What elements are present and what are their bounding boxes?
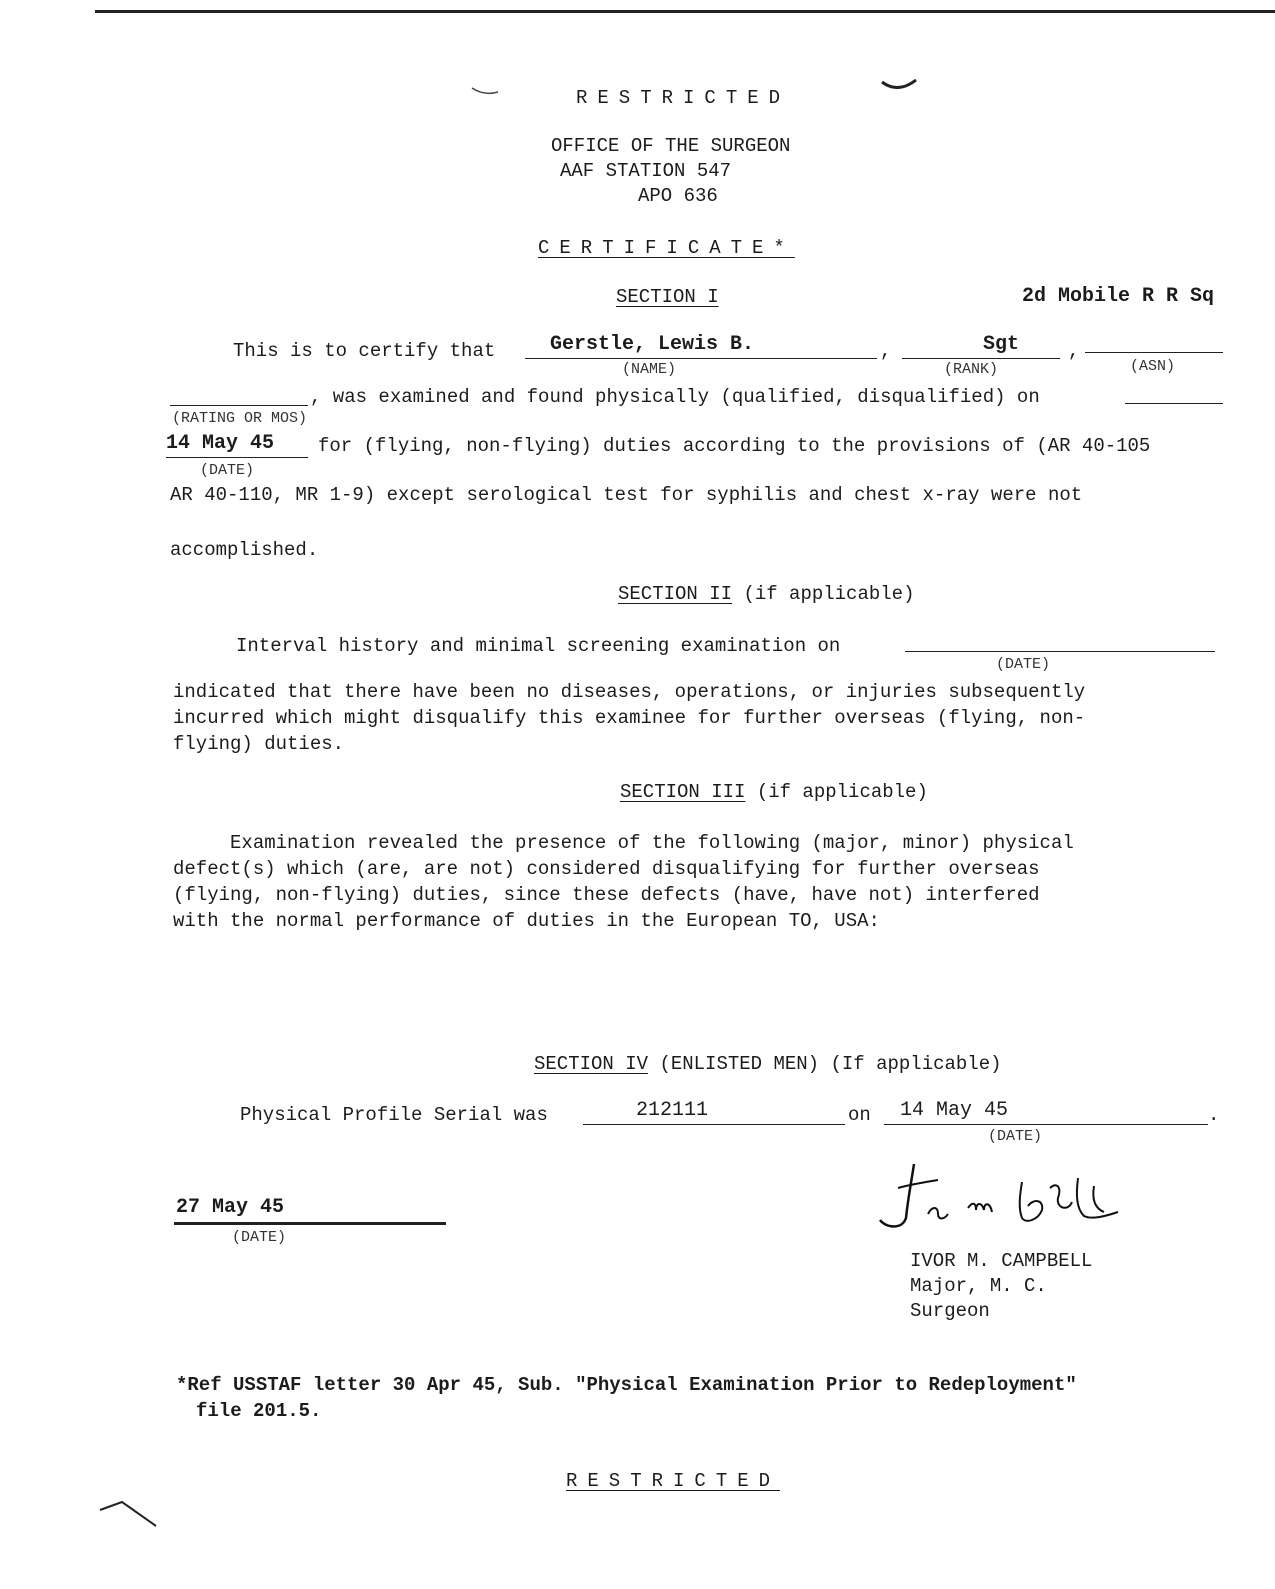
section-3-header xyxy=(620,780,928,804)
section-4-applicable: (If applicable) xyxy=(830,1053,1002,1075)
comma-2: , xyxy=(1068,340,1080,362)
accomplished-line: accomplished. xyxy=(170,539,319,561)
name-line xyxy=(525,358,877,359)
section-2-header xyxy=(618,582,914,606)
rank-value: Sgt xyxy=(983,333,1020,356)
name-caption: (NAME) xyxy=(622,361,677,378)
on-line xyxy=(1125,403,1223,404)
exam-date-value: 14 May 45 xyxy=(166,432,275,455)
comma-1: , xyxy=(880,340,892,362)
signer-title: Surgeon xyxy=(910,1300,990,1322)
signed-date-value: 27 May 45 xyxy=(176,1196,285,1219)
interval-history-line: Interval history and minimal screening examination on xyxy=(236,635,841,657)
section-2-body: indicated that there have been no diseases, operations, or injuries subsequently incurred which might disqualify this examinee for further overseas (flying, non- flying) duties. xyxy=(173,681,1086,755)
profile-date-line xyxy=(884,1124,1208,1125)
profile-on-label: on xyxy=(848,1104,871,1126)
scan-mark-top-left xyxy=(470,86,500,98)
provisions-line: for (flying, non-flying) duties according to the provisions of (AR 40-105 xyxy=(318,435,1151,457)
name-value: Gerstle, Lewis B. xyxy=(550,333,755,356)
signer-rank: Major, M. C. xyxy=(910,1275,1047,1297)
certificate-title: CERTIFICATE* xyxy=(538,237,795,259)
examined-line: , was examined and found physically (qualified, disqualified) on xyxy=(310,386,1040,408)
section-2-heading: SECTION II xyxy=(618,583,733,605)
section-1-heading: SECTION I xyxy=(616,286,719,308)
apo-line: APO 636 xyxy=(638,185,718,207)
restricted-top: RESTRICTED xyxy=(576,87,791,109)
interval-date-caption: (DATE) xyxy=(996,656,1051,673)
unit-designation: 2d Mobile R R Sq xyxy=(1022,285,1215,308)
handwritten-signature xyxy=(872,1158,1132,1238)
exam-date-line xyxy=(166,457,308,458)
rating-caption: (RATING OR MOS) xyxy=(172,410,308,427)
profile-date-value: 14 May 45 xyxy=(900,1099,1009,1122)
asn-line xyxy=(1085,352,1223,353)
rating-line xyxy=(170,405,308,406)
serial-line xyxy=(583,1124,845,1125)
rank-caption: (RANK) xyxy=(944,361,999,378)
station-line: AAF STATION 547 xyxy=(560,160,732,182)
scan-mark-top-right xyxy=(880,78,920,94)
interval-date-line xyxy=(905,651,1215,652)
footnote-line-2: file 201.5. xyxy=(196,1400,322,1422)
footnote-line-1: *Ref USSTAF letter 30 Apr 45, Sub. "Physical Examination Prior to Redeployment" xyxy=(176,1374,1077,1396)
section-3-body: Examination revealed the presence of the following (major, minor) physical defect(s) which (are, are not) considered disqualifying for further overseas (flying, non-flying) duties, since these defects (have, have not) interfered with the normal performance of duties in the European TO, USA: xyxy=(173,832,1074,932)
signer-name: IVOR M. CAMPBELL xyxy=(910,1250,1093,1272)
certify-intro: This is to certify that xyxy=(233,340,496,362)
section-4-heading: SECTION IV xyxy=(534,1053,649,1075)
section-4-enlisted: (ENLISTED MEN) xyxy=(659,1053,820,1075)
profile-serial-label: Physical Profile Serial was xyxy=(240,1104,548,1126)
signed-date-caption: (DATE) xyxy=(232,1229,287,1246)
rank-line xyxy=(902,358,1060,359)
office-line: OFFICE OF THE SURGEON xyxy=(551,135,791,157)
section-3-heading: SECTION III xyxy=(620,781,746,803)
restricted-bottom: RESTRICTED xyxy=(566,1470,781,1492)
profile-serial-value: 212111 xyxy=(636,1099,709,1122)
exam-date-caption: (DATE) xyxy=(200,462,255,479)
section-2-applicable: (if applicable) xyxy=(743,583,915,605)
regulations-line: AR 40-110, MR 1-9) except serological test for syphilis and chest x-ray were not xyxy=(170,484,1083,506)
profile-period: . xyxy=(1208,1104,1220,1126)
section-3-applicable: (if applicable) xyxy=(756,781,928,803)
scan-mark-bottom-left xyxy=(96,1496,166,1536)
profile-date-caption: (DATE) xyxy=(988,1128,1043,1145)
section-4-header xyxy=(534,1052,1002,1076)
top-border xyxy=(95,10,1275,13)
signed-date-line xyxy=(174,1222,446,1225)
asn-caption: (ASN) xyxy=(1130,358,1176,375)
